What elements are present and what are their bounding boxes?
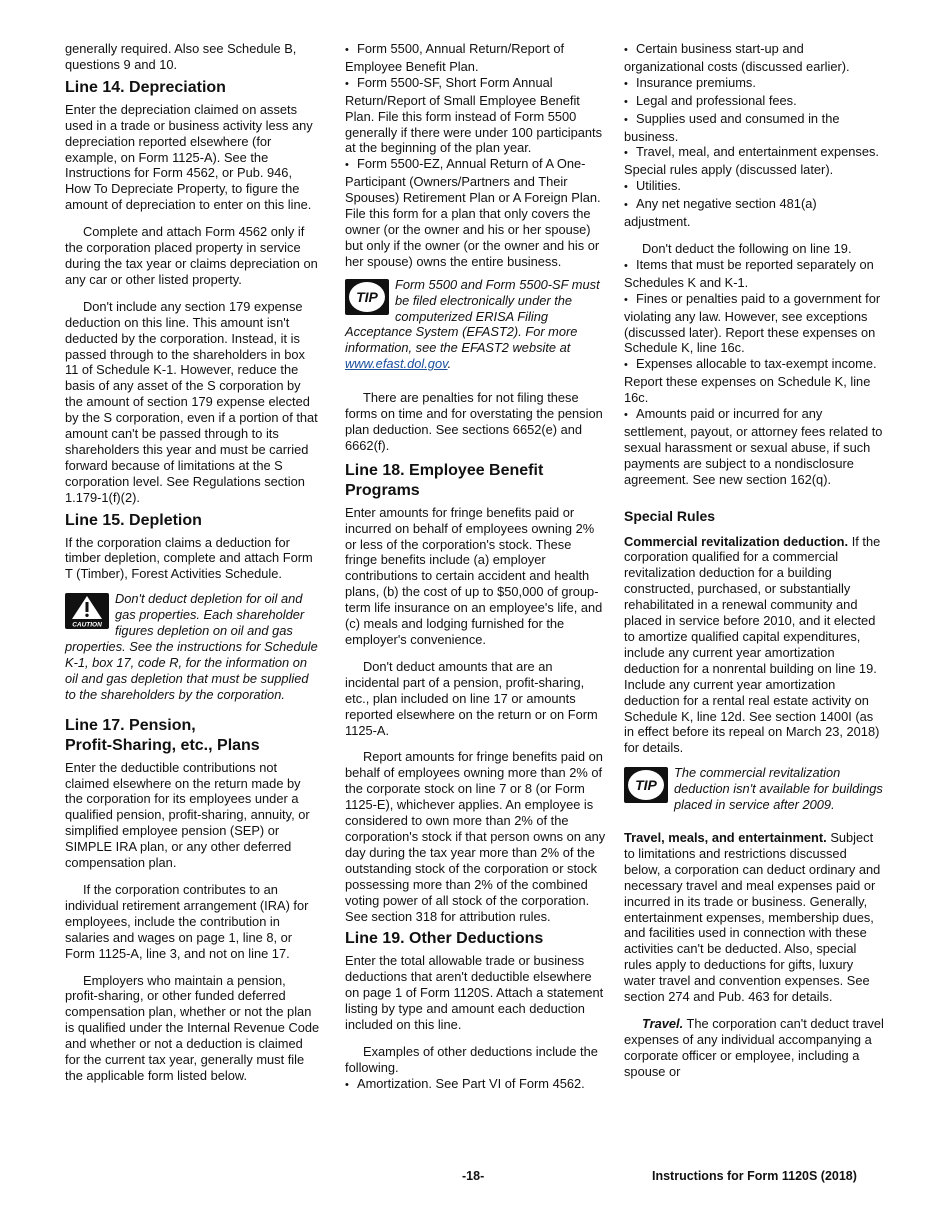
svg-text:TIP: TIP [356,288,378,305]
paragraph: Don't deduct the following on line 19. [642,240,852,256]
tip-note: TIP Form 5500 and Form 5500-SF must be filed electronically under the computerized ERISA Filing Acceptance System (EFAST2). For more information, see the EFAST2 website at www.efast.dol.gov. [345,276,600,372]
tip-note [624,765,886,813]
runin-heading: Travel, meals, and entertainment. [624,829,827,845]
paragraph: There are penalties for not filing these forms on time and for overstating the pension plan deduction. See sections 6652(e) and 6662(f). [345,390,603,453]
svg-text:CAUTION: CAUTION [72,621,102,629]
svg-text:TIP: TIP [635,777,657,794]
runin-text: If the corporation qualified for a commercial revitalization deduction for a building constructed, purchased, or substantially rehabilitated in a renewal community and placed in service before 2010, and it elected to amortize qualified capital expenditures, include any current year amortization deduction for a nonrental building on line 19. Include any current year amortization deduction for a rental real estate activity on Schedule K, line 12d. See section 1400I (as in effect before its repeal on March 23, 2018) for details. [624,533,881,756]
caution-text: Don't deduct depletion for oil and gas properties. Each shareholder figures depletion on oil and gas properties. See the instructions for Schedule K-1, box 17, code R, for the information on oil and gas depletion that must be supplied to the shareholders by the corporation. [65,591,318,702]
column-3 [624,41,886,1080]
tip-icon [345,279,389,319]
paragraph: If the corporation claims a deduction for timber depletion, complete and attach Form T (Timber), Forest Activities Schedule. [65,534,313,582]
column-1 [65,41,321,1084]
list-item: • Form 5500, Annual Return/Report of Employee Benefit Plan. [345,41,607,75]
paragraph: Report amounts for fringe benefits paid on behalf of employees owning more than 2% of the corporate stock on line 7 or 8 (or Form 1125-E), whichever applies. An employee is considered to own more than 2% of the corporation's stock if that person owns on any day during the tax year more than 2% of the outstanding stock of the corporation or stock possessing more than 2% of the combined voting power of all stock of the corporation. See section 318 for attribution rules. [345,749,606,924]
paragraph: Enter amounts for fringe benefits paid or incurred on behalf of employees owning 2% or less of the corporation's stock. These fringe benefits include (a) employer contributions to certain accident and health plans, (b) the cost of up to $50,000 of group-term life insurance on an employee's life, and (c) meals and lodging furnished for the employer's convenience. [345,504,603,647]
tip-text: Form 5500 and Form 5500-SF must be filed electronically under the computerized ERISA Filing Acceptance System (EFAST2). For more information, see the EFAST2 website at [345,276,600,356]
heading-line-19: Line 19. Other Deductions [345,930,544,948]
list-item: • Insurance premiums. [624,75,886,93]
heading-line-17-cont: Profit-Sharing, etc., Plans [65,736,260,754]
paragraph: If the corporation contributes to an individual retirement arrangement (IRA) for employees, include the contribution in salaries and wages on page 1, line 8, or Form 1125-A, line 3, and not on line 17. [65,881,309,961]
paragraph: Enter the total allowable trade or business deductions that aren't deductible elsewhere on page 1 of Form 1120S. Attach a statement listing by type and amount each deduction included on this line. [345,953,604,1033]
list-item: • Fines or penalties paid to a government for violating any law. However, see exceptions (discussed later). Report these expenses on Schedule K, line 16c. [624,291,886,357]
paragraph: Enter the deductible contributions not claimed elsewhere on the return made by the corporation for its employees under a qualified pension, profit-sharing, annuity, or simplified employee pension (SEP) or SIMPLE IRA plan, or any other deferred compensation plan. [65,759,310,871]
tip-text: The commercial revitalization deduction isn't available for buildings placed in service after 2009. [674,765,883,813]
list-item: • Any net negative section 481(a) adjustment. [624,196,886,230]
tip-icon [624,767,668,807]
heading-special-rules: Special Rules [624,507,716,524]
paragraph: Enter the depreciation claimed on assets used in a trade or business activity less any depreciation reported elsewhere (for example, on Form 1125-A). See the Instructions for Form 4562, or Pub. 946, How To Depreciate Property, to figure the amount of depreciation to enter on this line. [65,101,313,213]
heading-line-14: Line 14. Depreciation [65,78,226,96]
heading-line-18: Line 18. Employee Benefit Programs [345,461,544,499]
list-item: • Travel, meal, and entertainment expenses. Special rules apply (discussed later). [624,144,886,178]
list-item: • Amounts paid or incurred for any settlement, payout, or attorney fees related to sexual harassment or sexual abuse, if such payments are subject to a nondisclosure agreement. See new section 162(q). [624,406,886,488]
caution-icon [65,593,109,633]
list-item: • Expenses allocable to tax-exempt income. Report these expenses on Schedule K, line 16c. [624,356,886,406]
list-item: • Legal and professional fees. [624,93,886,111]
column-2 [345,41,607,1094]
list-item: • Form 5500-SF, Short Form Annual Return/Report of Small Employee Benefit Plan. File this form instead of Form 5500 generally if there were under 100 participants at the beginning of the plan year. [345,75,607,157]
page-number: -18- [462,1169,485,1183]
list-item: • Certain business start-up and organizational costs (discussed earlier). [624,41,886,75]
paragraph: Don't deduct amounts that are an incidental part of a pension, profit-sharing, etc., plan included on line 17 or amounts reported elsewhere on the return or on Form 1125-A. [345,658,598,738]
caution-note [65,591,321,702]
runin-heading: Travel. [642,1015,684,1031]
runin-heading: Commercial revitalization deduction. [624,533,849,549]
paragraph [624,534,886,757]
paragraph: Don't include any section 179 expense deduction on this line. This amount isn't deducted by the corporation. Instead, it is passed through to the shareholders in box 11 of Schedule K-1. However, reduce the basis of any asset of the S corporation by the amount of section 179 expense elected by the S corporation, even if a portion of that amount can't be passed through to its shareholders this year and must be carried forward because of limitations at the S corporation level. See Regulations section 1.179-1(f)(2). [65,298,318,505]
list-item: • Supplies used and consumed in the business. [624,111,886,145]
list-item: • Amortization. See Part VI of Form 4562. [345,1076,607,1094]
document-title: Instructions for Form 1120S (2018) [652,1169,857,1183]
runin-text: Subject to limitations and restrictions discussed below, a corporation can deduct ordinary and necessary travel and meal expenses paid or incurred in its trade or business. Generally, entertainment expenses, membership dues, and facilities used in connection with these activities can't be deducted. Also, special rules apply to deductions for gifts, luxury water travel and convention expenses. See section 274 and Pub. 463 for details. [624,829,881,1005]
paragraph: Examples of other deductions include the following. [345,1043,598,1075]
heading-line-17: Line 17. Pension, [65,716,196,734]
paragraph [624,830,886,1005]
efast-link[interactable]: www.efast.dol.gov [345,356,448,372]
list-item: • Form 5500-EZ, Annual Return of A One-Participant (Owners/Partners and Their Spouses) Retirement Plan or A Foreign Plan. File this form for a plan that only covers the owner (or the owner and his or her spouse) but only if the owner (or the owner and his or her spouse) owns the entire business. [345,156,607,269]
runin-text: The corporation can't deduct travel expenses of any individual accompanying a corporate officer or employee, including a spouse or [624,1015,884,1079]
list-item: • Items that must be reported separately on Schedules K and K-1. [624,257,886,291]
paragraph [624,1016,886,1080]
paragraph: generally required. Also see Schedule B, questions 9 and 10. [65,41,297,72]
paragraph: Complete and attach Form 4562 only if the corporation placed property in service during the tax year or claims depreciation on any car or other listed property. [65,224,318,287]
paragraph: Employers who maintain a pension, profit-sharing, or other funded deferred compensation plan, whether or not the plan is qualified under the Internal Revenue Code and whether or not a deduction is claimed for the current tax year, generally must file the applicable form listed below. [65,972,320,1083]
heading-line-15: Line 15. Depletion [65,511,202,529]
list-item: • Utilities. [624,178,886,196]
